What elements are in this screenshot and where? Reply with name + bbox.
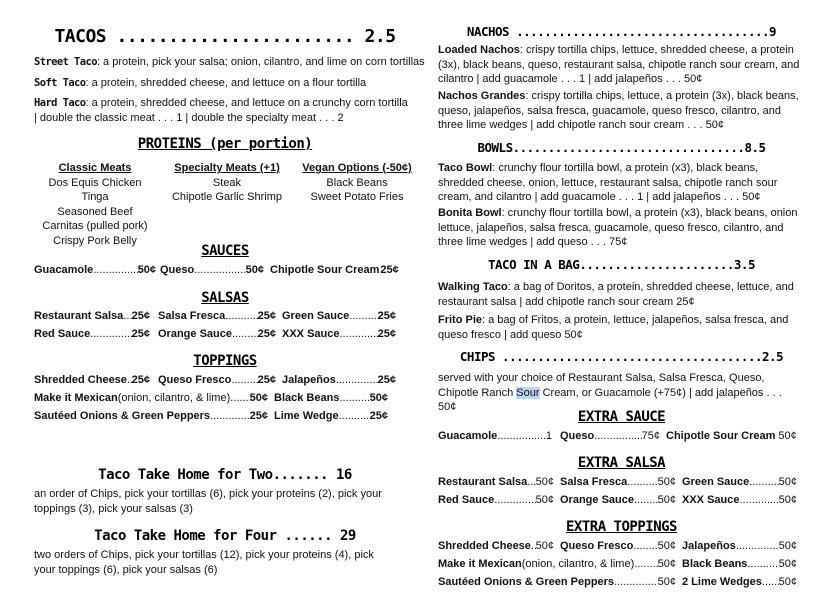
price-item — [158, 307, 276, 325]
item-name: Red Sauce — [34, 328, 91, 340]
extra-salsa-row — [438, 473, 797, 491]
price-item — [158, 325, 276, 343]
item-name: Chipotle Sour Cream — [270, 264, 380, 276]
specialty-meats-column — [166, 161, 288, 248]
item-price: 50¢ — [778, 576, 797, 588]
extra-toppings-row — [438, 555, 797, 573]
protein-item: Black Beans — [326, 176, 388, 189]
double-meat-line: | double the classic meat . . . 1 | double the specialty meat . . . 2 — [34, 112, 344, 124]
item-price: 50¢ — [778, 476, 797, 488]
item-price: 50¢ — [778, 558, 797, 570]
price-item — [34, 407, 268, 425]
column-header: Classic Meats — [58, 162, 132, 174]
price-item — [438, 573, 676, 591]
taco-bowl-item — [438, 161, 800, 205]
item-price: 50¢ — [778, 430, 797, 442]
item-name: 2 Lime Wedges — [682, 576, 762, 588]
street-taco-line — [34, 55, 425, 70]
item-price: 50¢ — [249, 392, 268, 404]
protein-item: Dos Equis Chicken Tinga — [48, 176, 142, 203]
price-item — [560, 427, 660, 445]
item-price: 75¢ — [641, 430, 660, 442]
price-item — [560, 491, 676, 509]
item-name: Nachos Grandes — [438, 90, 526, 102]
price-item — [438, 555, 676, 573]
frito-pie-item — [438, 313, 800, 342]
price-item — [438, 491, 554, 509]
sauces-heading: SAUCES — [201, 243, 249, 259]
item-name: XXX Sauce — [682, 494, 740, 506]
item-desc: : crispy tortilla chips, lettuce, a protein (3x), black beans, queso, jalapeños, salsa fresca, guacamole, queso fresco, cilantro, and three lime wedges | add chipotle ranch sour cream . . . 50¢ — [438, 90, 799, 131]
protein-item: Sweet Potato Fries — [310, 191, 404, 203]
item-name: Orange Sauce — [560, 494, 634, 506]
item-name: Queso Fresco — [560, 540, 634, 552]
extra-toppings-row — [438, 537, 797, 555]
item-desc: : crispy tortilla chips, lettuce, shredded cheese, a protein (3x), black beans, queso, restaurant salsa, chipotle ranch sour cream, and cilantro | add guacamole . . . 1 | add jalapeños . . . 50¢ — [438, 44, 800, 85]
item-name: Queso Fresco — [158, 374, 232, 386]
item-price: 25¢ — [380, 264, 399, 276]
item-name: Green Sauce — [682, 476, 750, 488]
price-item — [34, 261, 156, 279]
price-item — [682, 473, 797, 491]
item-price: 25¢ — [131, 374, 150, 386]
item-name: Salsa Fresca — [158, 310, 226, 322]
column-header: Specialty Meats (+1) — [174, 162, 280, 174]
protein-item: Seasoned Beef — [57, 205, 133, 218]
take-home-four-heading: Taco Take Home for Four ...... 29 — [94, 528, 356, 544]
item-desc: : a bag of Doritos, a protein, shredded cheese, lettuce, and restaurant salsa | add chipotle ranch sour cream 25¢ — [438, 281, 794, 308]
item-price: 25¢ — [369, 410, 388, 422]
proteins-heading: PROTEINS (per portion) — [137, 136, 313, 152]
toppings-heading: TOPPINGS — [193, 353, 257, 369]
classic-meats-column — [34, 161, 156, 248]
price-item — [160, 261, 264, 279]
price-item — [560, 473, 676, 491]
price-item — [34, 389, 268, 407]
item-name: Sautéed Onions & Green Peppers — [34, 410, 211, 422]
price-item — [282, 371, 396, 389]
item-name: Walking Taco — [438, 281, 508, 293]
item-desc: : a protein, shredded cheese, and lettuce on a flour tortilla — [85, 77, 367, 89]
extra-toppings-heading: EXTRA TOPPINGS — [565, 519, 677, 535]
item-price: 50¢ — [778, 494, 797, 506]
item-price: 25¢ — [257, 310, 276, 322]
item-name: Orange Sauce — [158, 328, 232, 340]
item-price: 1 — [545, 430, 552, 442]
salsas-row — [34, 307, 416, 325]
sauces-row — [34, 261, 416, 279]
loaded-nachos-item — [438, 43, 800, 87]
taco-in-a-bag-heading: TACO IN A BAG......................3.5 — [488, 257, 755, 272]
walking-taco-item — [438, 280, 800, 309]
chips-desc-start: served with your choice of Restaurant Salsa, Salsa Fresca, Queso, Chipotle Ranch — [438, 372, 765, 399]
item-price: 50¢ — [535, 540, 554, 552]
nachos-grandes-item — [438, 89, 800, 133]
item-price: 50¢ — [657, 494, 676, 506]
item-price: 50¢ — [137, 264, 156, 276]
toppings-row — [34, 407, 416, 425]
price-item — [682, 573, 797, 591]
price-item — [438, 473, 554, 491]
price-item — [282, 307, 396, 325]
item-price: 50¢ — [535, 494, 554, 506]
item-name: Bonita Bowl — [438, 207, 502, 219]
item-price: 25¢ — [249, 410, 268, 422]
item-price: 25¢ — [377, 374, 396, 386]
item-name: Black Beans — [682, 558, 748, 570]
toppings-row — [34, 371, 416, 389]
item-name: Restaurant Salsa — [34, 310, 124, 322]
soft-taco-line — [34, 76, 366, 91]
tacos-heading: TACOS ....................... 2.5 — [54, 26, 396, 47]
item-price: 50¢ — [657, 576, 676, 588]
item-name: Restaurant Salsa — [438, 476, 528, 488]
extra-salsa-row — [438, 491, 797, 509]
extra-sauce-row — [438, 427, 804, 445]
item-name: Hard Taco — [34, 97, 86, 109]
bonita-bowl-item — [438, 206, 800, 250]
item-price: 50¢ — [535, 476, 554, 488]
salsas-heading: SALSAS — [201, 290, 249, 306]
item-price: 25¢ — [131, 310, 150, 322]
price-item — [282, 325, 396, 343]
price-item — [274, 407, 388, 425]
item-note: (onion, cilantro, & lime) — [521, 558, 635, 570]
price-item — [438, 427, 552, 445]
item-name: Black Beans — [274, 392, 340, 404]
price-item — [666, 427, 797, 445]
bowls-heading: BOWLS.................................8.5 — [477, 140, 766, 155]
protein-item: Crispy Pork Belly — [53, 234, 137, 247]
item-name: Shredded Cheese — [34, 374, 127, 386]
item-desc: : a protein, pick your salsa; onion, cilantro, and lime on corn tortillas — [96, 56, 425, 68]
extra-toppings-row — [438, 573, 797, 591]
take-home-two-desc: an order of Chips, pick your tortillas (6), pick your proteins (2), pick your toppings (3), pick your salsas (3) — [34, 488, 382, 515]
item-price: 50¢ — [778, 540, 797, 552]
item-name: Queso — [560, 430, 595, 442]
price-item — [560, 537, 676, 555]
item-desc: : crunchy flour tortilla bowl, a protein (x3), black beans, shredded cheese, onion, lettuce, restaurant salsa, chipotle ranch sour cream, and cilantro | add guacamole . . . 1 | add jalapeños . . . 50¢ — [438, 162, 778, 203]
item-name: Chipotle Sour Cream — [666, 430, 776, 442]
item-name: Taco Bowl — [438, 162, 493, 174]
item-name: Lime Wedge — [274, 410, 339, 422]
item-name: Jalapeños — [682, 540, 736, 552]
price-item — [34, 307, 150, 325]
item-name: Queso — [160, 264, 195, 276]
item-name: XXX Sauce — [282, 328, 340, 340]
item-name: Loaded Nachos — [438, 44, 520, 56]
extra-salsa-heading: EXTRA SALSA — [577, 455, 666, 471]
price-item — [682, 491, 797, 509]
price-item — [34, 325, 150, 343]
item-name: Salsa Fresca — [560, 476, 628, 488]
hard-taco-line — [34, 96, 408, 111]
proteins-table — [34, 161, 416, 248]
price-item — [438, 537, 554, 555]
price-item — [158, 371, 276, 389]
highlighted-text[interactable]: Sour — [516, 386, 540, 399]
take-home-two-heading: Taco Take Home for Two....... 16 — [98, 467, 352, 483]
item-name: Green Sauce — [282, 310, 350, 322]
toppings-row — [34, 389, 416, 407]
protein-item: Chipotle Garlic Shrimp — [171, 191, 283, 203]
item-name: Make it Mexican — [438, 558, 522, 570]
item-price: 50¢ — [657, 540, 676, 552]
item-price: 25¢ — [377, 310, 396, 322]
item-name: Jalapeños — [282, 374, 336, 386]
price-item — [682, 537, 797, 555]
vegan-options-column — [298, 161, 416, 248]
column-header: Vegan Options (-50¢) — [302, 162, 412, 174]
price-item — [682, 555, 797, 573]
item-price: 25¢ — [257, 328, 276, 340]
item-name: Make it Mexican — [34, 392, 118, 404]
item-desc: : a bag of Fritos, a protein, lettuce, jalapeños, salsa fresca, and queso fresco | add queso 50¢ — [438, 314, 789, 341]
item-name: Red Sauce — [438, 494, 495, 506]
item-price: 25¢ — [131, 328, 150, 340]
item-price: 25¢ — [257, 374, 276, 386]
chips-desc-end: Cream, or Guacamole (+75¢) | add jalapeños . . . 50¢ — [438, 386, 782, 413]
item-name: Sautéed Onions & Green Peppers — [438, 576, 615, 588]
item-note: (onion, cilantro, & lime) — [117, 392, 231, 404]
item-name: Frito Pie — [438, 314, 483, 326]
item-name: Guacamole — [34, 264, 94, 276]
item-price: 50¢ — [657, 476, 676, 488]
item-name: Street Taco — [34, 56, 97, 68]
price-item — [274, 389, 388, 407]
take-home-four-desc: two orders of Chips, pick your tortillas (12), pick your proteins (4), pick your toppings (6), pick your salsas (6) — [34, 549, 374, 576]
item-name: Soft Taco — [34, 77, 86, 89]
extra-sauce-heading: EXTRA SAUCE — [577, 409, 666, 425]
nachos-heading: NACHOS ....................................9 — [466, 24, 777, 39]
item-desc: : crunchy flour tortilla bowl, a protein (x3), black beans, onion lettuce, jalapeños, salsa fresca, guacamole, queso fresco, cilantro, and three lime wedges | add queso . . . 75¢ — [438, 207, 798, 248]
item-price: 25¢ — [377, 328, 396, 340]
item-desc: : a protein, shredded cheese, and lettuce on a crunchy corn tortilla — [85, 97, 408, 109]
protein-item: Carnitas (pulled pork) — [42, 220, 148, 232]
item-name: Shredded Cheese — [438, 540, 531, 552]
item-price: 50¢ — [657, 558, 676, 570]
price-item — [34, 371, 150, 389]
item-price: 50¢ — [245, 264, 264, 276]
item-price: 50¢ — [369, 392, 388, 404]
salsas-row — [34, 325, 416, 343]
chips-heading: CHIPS .....................................2.5 — [459, 349, 784, 364]
protein-item: Steak — [212, 176, 242, 189]
item-name: Guacamole — [438, 430, 498, 442]
price-item — [270, 261, 399, 279]
